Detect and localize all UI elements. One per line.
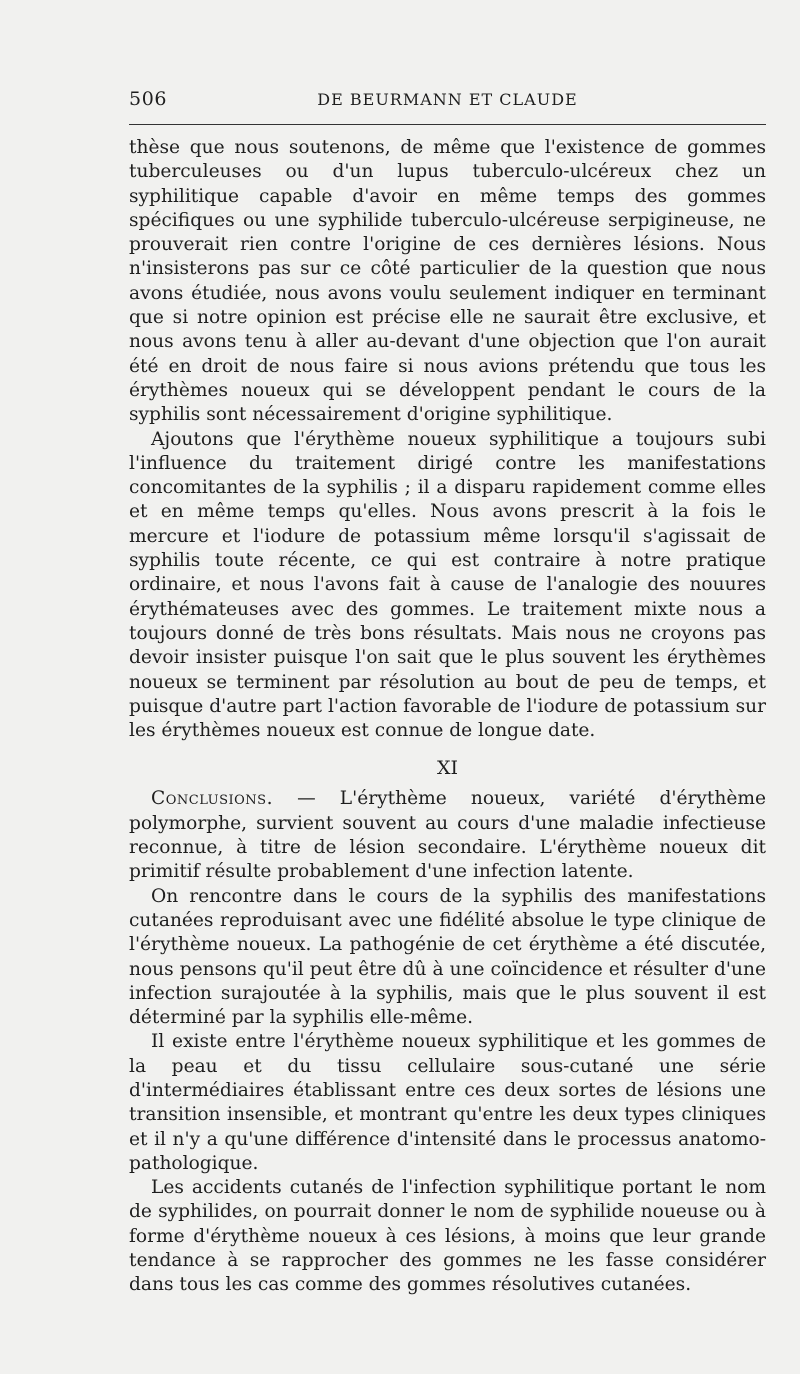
body-text (129, 136, 766, 1298)
page-number: 506 (129, 88, 168, 110)
conclusions-label: Conclusions. (151, 788, 273, 810)
conclusions-text: — L'érythème noueux, variété d'érythème polymorphe, survient souvent au cours d'une maladie infectieuse reconnue, à titre de lésion secondaire. L'érythème noueux dit primitif résulte probablement d'une infection latente. (129, 788, 766, 883)
header-rule (129, 124, 766, 125)
paragraph: Ajoutons que l'érythème noueux syphilitique a toujours subi l'influence du traitement dirigé contre les manifestations concomitantes de la syphilis ; il a disparu rapidement comme elles et en même temps qu'elles. Nous avons prescrit à la fois le mercure et l'iodure de potassium même lorsqu'il s'agissait de syphilis toute récente, ce qui est contraire à notre pratique ordinaire, et nous l'avons fait à cause de l'analogie des nouures érythémateuses avec des gommes. Le traitement mixte nous a toujours donné de très bons résultats. Mais nous ne croyons pas devoir insister puisque l'on sait que le plus souvent les érythèmes noueux se terminent par résolution au bout de peu de temps, et puisque d'autre part l'action favorable de l'iodure de potassium sur les érythèmes noueux est connue de longue date. (129, 428, 766, 742)
running-head (129, 88, 766, 116)
section-heading: XI (436, 757, 459, 780)
paragraph: thèse que nous soutenons, de même que l'existence de gommes tuberculeuses ou d'un lupus tuberculo-ulcéreux chez un syphilitique capable d'avoir en même temps des gommes spécifiques ou une syphilide tuberculo-ulcéreuse serpigineuse, ne prouverait rien contre l'origine de ces dernières lésions. Nous n'insisterons pas sur ce côté particulier de la question que nous avons étudiée, nous avons voulu seulement indiquer en terminant que si notre opinion est précise elle ne saurait être exclusive, et nous avons tenu à aller au-devant d'une objection que l'on aurait été en droit de nous faire si nous avions prétendu que tous les érythèmes noueux qui se développent pendant le cours de la syphilis sont nécessairement d'origine syphilitique. (129, 137, 766, 426)
paragraph: Les accidents cutanés de l'infection syphilitique portant le nom de syphilides, on pourrait donner le nom de syphilide noueuse ou à forme d'érythème noueux à ces lésions, à moins que leur grande tendance à se rapprocher des gommes ne les fasse considérer dans tous les cas comme des gommes résolutives cutanées. (129, 1177, 766, 1296)
paragraph: Il existe entre l'érythème noueux syphilitique et les gommes de la peau et du tissu cellulaire sous-cutané une série d'intermédiaires établissant entre ces deux sortes de lésions une transition insensible, et montrant qu'entre les deux types cliniques et il n'y a qu'une différence d'intensité dans le processus anatomo-pathologique. (129, 1031, 766, 1174)
paragraph: On rencontre dans le cours de la syphilis des manifestations cutanées reproduisant avec une fidélité absolue le type clinique de l'érythème noueux. La pathogénie de cet érythème a été discutée, nous pensons qu'il peut être dû à une coïncidence et résulter d'une infection surajoutée à la syphilis, mais que le plus souvent il est déterminé par la syphilis elle-même. (129, 885, 766, 1029)
conclusions-paragraph (129, 787, 766, 884)
book-page (129, 88, 766, 1298)
running-title: DE BEURMANN ET CLAUDE (317, 90, 578, 109)
